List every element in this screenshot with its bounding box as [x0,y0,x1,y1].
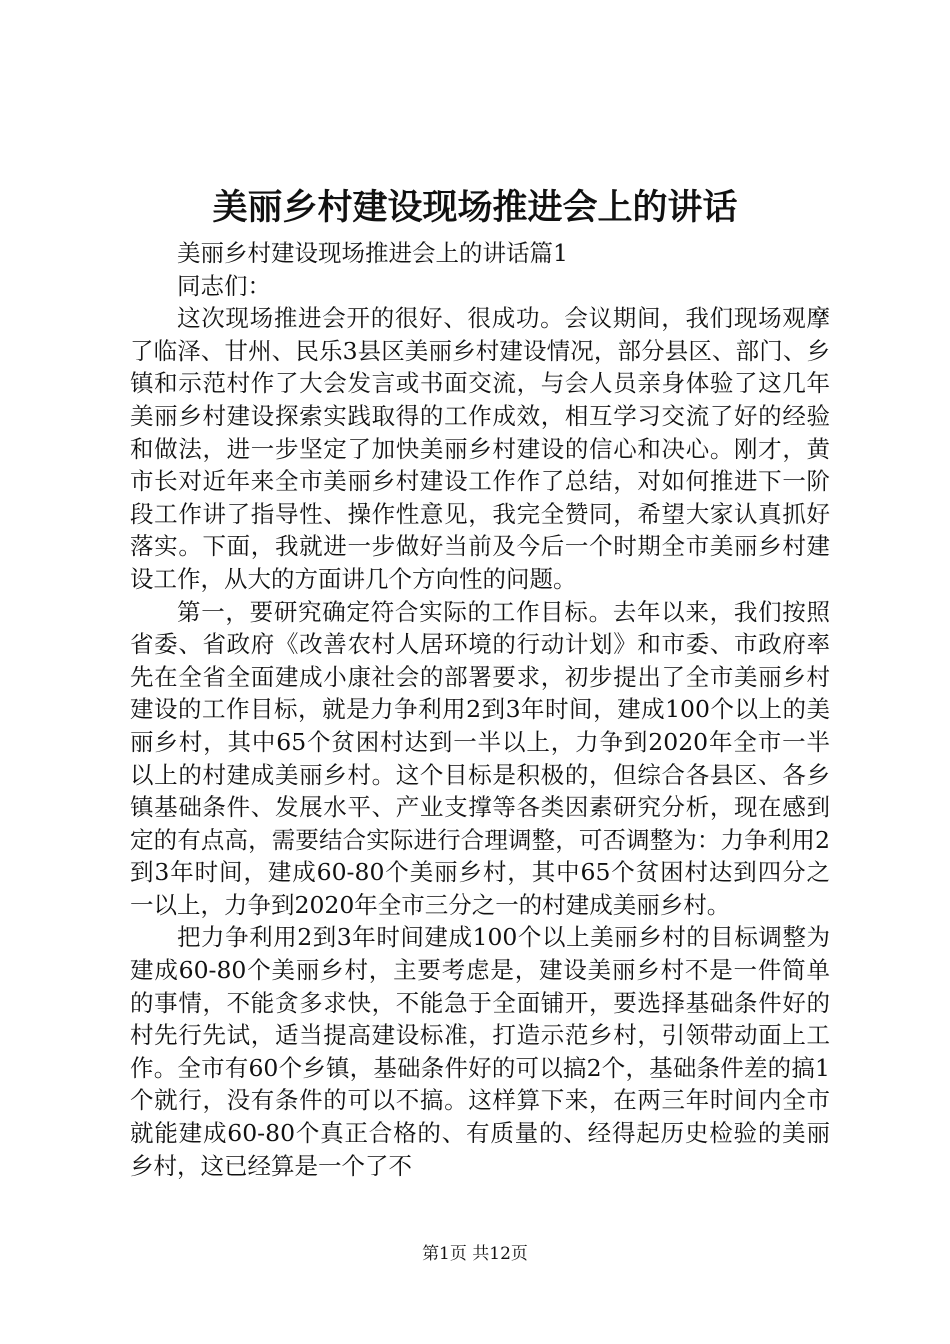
paragraph-target-adjustment: 把力争利用2到3年时间建成100个以上美丽乡村的目标调整为建成60-80个美丽乡村，主要考虑是，建设美丽乡村不是一件简单的事情，不能贪多求快，不能急于全面铺开，要选择基础条件好的村先行先试，适当提高建设标准，打造示范乡村，引领带动面上工作。全市有60个乡镇，基础条件好的可以搞2个，基础条件差的搞1个就行，没有条件的可以不搞。这样算下来，在两三年时间内全市就能建成60-80个真正合格的、有质量的、经得起历史检验的美丽乡村，这已经算是一个了不 [130,923,830,1180]
section-heading: 美丽乡村建设现场推进会上的讲话篇1 [177,239,568,267]
document-title: 美丽乡村建设现场推进会上的讲话 [212,187,738,228]
paragraph-intro: 这次现场推进会开的很好、很成功。会议期间，我们现场观摩了临泽、甘州、民乐3县区美丽乡村建设情况，部分县区、部门、乡镇和示范村作了大会发言或书面交流，与会人员亲身体验了这几年美丽乡村建设探索实践取得的工作成效，相互学习交流了好的经验和做法，进一步坚定了加快美丽乡村建设的信心和决心。刚才，黄市长对近年来全市美丽乡村建设工作作了总结，对如何推进下一阶段工作讲了指导性、操作性意见，我完全赞同，希望大家认真抓好落实。下面，我就进一步做好当前及今后一个时期全市美丽乡村建设工作，从大的方面讲几个方向性的问题。 [130,304,830,593]
page-number-footer: 第1页 共12页 [422,1244,528,1264]
document-body [130,237,830,1182]
salutation: 同志们： [177,271,271,300]
paragraph-first-point: 第一，要研究确定符合实际的工作目标。去年以来，我们按照省委、省政府《改善农村人居环境的行动计划》和市委、市政府率先在全省全面建成小康社会的部署要求，初步提出了全市美丽乡村建设的工作目标，就是力争利用2到3年时间，建成100个以上的美丽乡村，其中65个贫困村达到一半以上，力争到2020年全市一半以上的村建成美丽乡村。这个目标是积极的，但综合各县区、各乡镇基础条件、发展水平、产业支撑等各类因素研究分析，现在感到定的有点高，需要结合实际进行合理调整，可否调整为：力争利用2到3年时间，建成60-80个美丽乡村，其中65个贫困村达到四分之一以上，力争到2020年全市三分之一的村建成美丽乡村。 [130,597,830,919]
